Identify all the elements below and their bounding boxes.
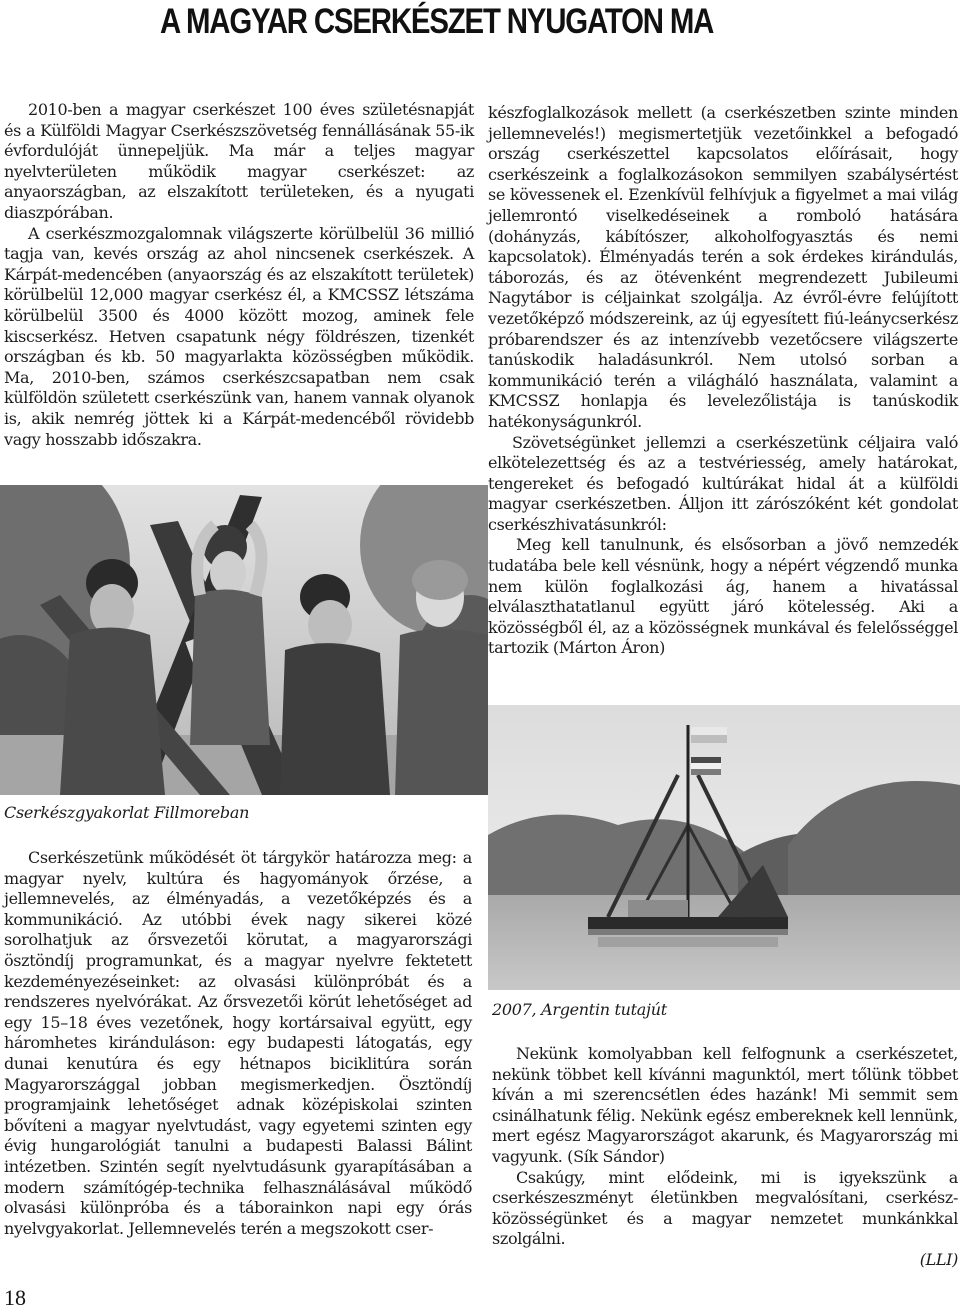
right-column-bottom (492, 1044, 958, 1271)
paragraph: Cserkészetünk működését öt tárgykör határozza meg: a magyar nyelv, kultúra és hagyományok őrzése, a jellemnevelés, az élményadás, a vezetőképzés és a kommunikáció. Az utóbbi évek nagy sikerei közé sorolhatjuk az őrsvezetői körutat, a magyarországi ösztöndíj programunkat, és a magyar nyelvre fektetett kezdeményezéseinket: az olvasási különpróbát és a rendszeres nyelvórákat. Az őrsvezetői körút lehetőséget ad egy 15–18 éves vezetőnek, hogy kortársaival együtt, egy háromhetes kiránduláson: egy budapesti látogatás, egy dunai kenutúra és egy hétnapos biciklitúra során Magyarországgal jobban megismerkedjen. Ösztöndíj programjaink lehetőséget adnak középiskolai szinten bővíteni a magyar nyelvtudást, vagy egyetemi szinten egy évig hungarológiát tanulni a budapesti Balassi Bálint intézetben. Szintén segít nyelvtudásunk gyarapításában a modern számítógép-technika felhasználásával működő olvasási különpróba és a táborainkon napi egy órás nyelvgyakorlat. Jellemnevelés terén a megszokott cser- (4, 848, 472, 1238)
paragraph: Szövetségünket jellemzi a cserkészetünk céljaira való elkötelezettség és az a testvériesség, amely határokat, tengereket és befogadó kultúrákat hidal át a külföldi magyar cserkészetben. Álljon itt zárószóként két gondolat cserkészhivatásunkról: (488, 432, 958, 534)
paragraph: 2010-ben a magyar cserkészet 100 éves születésnapját és a Külföldi Magyar Cserkészszövetség fennállásának 55-ik évfordulóját ünnepeljük. Ma már a teljes magyar nyelvterületen működik magyar cserkészet: az anyaországban, az elszakított területeken, és a nyugati diaszpórában. (4, 100, 474, 222)
paragraph: Meg kell tanulnunk, és elsősorban a jövő nemzedék tudatába bele kell vésnünk, hogy a népért végzendő munka nem külön foglalkozási ág, hanem a hivatással elválaszthatatlanul együtt járó kötelesség. Aki a közösségből él, az a közösségnek munkával és felelősséggel tartozik (Márton Áron) (488, 535, 958, 658)
scouts-photo (0, 485, 488, 795)
scouts-photo-caption: Cserkészgyakorlat Fillmoreban (4, 803, 250, 822)
page-number: 18 (4, 1285, 26, 1310)
raft-photo-caption: 2007, Argentin tutajút (492, 1000, 667, 1019)
paragraph: Csakúgy, mint elődeink, mi is igyekszünk a cserkészeszményt életünkben megvalósítani, cserkész-közösségünket és a magyar nemzetet munkánkkal szolgálni. (492, 1167, 958, 1249)
author-signature: (LLI) (919, 1249, 958, 1269)
left-column-bottom (4, 848, 472, 1239)
raft-photo (488, 705, 960, 990)
paragraph: Nekünk komolyabban kell felfognunk a cserkészetet, nekünk többet kell kívánni magunktól, mert tőlünk többet kíván a mi szerencsétlen édes hazánk! Mi semmit sem csinálhatunk félig. Nekünk egész embereknek kell lennünk, mert egész Magyarországot akarunk, és Magyarország mi vagyunk. (Sík Sándor) (492, 1044, 958, 1166)
right-column-top (488, 103, 958, 659)
paragraph: készfoglalkozások mellett (a cserkészetben szinte minden jellemnevelés!) megismertetjük vezetőinkkel a befogadó ország cserkészettel kapcsolatos előírásait, hogy cserkészeink a foglalkozásokon semmilyen szabálysértést se kövessenek el. Ezenkívül felhívjuk a figyelmet a mai világ jellemrontó viselkedéseinek a romboló hatására (dohányzás, kábítószer, alkoholfogyasztás és nemi kapcsolatok). Élményadás terén a sok érdekes kirándulás, táborozás, és az ötévenként megrendezett Jubileumi Nagytábor is céljainkat szolgálja. Az évről-évre felújított vezetőképző módszereink, az új egyesített fiú-leánycserkész próbarendszer és az intenzívebb vezetőcsere világszerte tanúskodik haladásunkról. Nem utolsó sorban a kommunikáció terén a világháló használata, valamint a KMCSSZ honlapja és levelezőlistája is tanúskodik hatékonyságunkról. (488, 103, 958, 431)
left-column-top (4, 100, 474, 450)
quote-marton-aron (488, 535, 958, 659)
article-title: A MAGYAR CSERKÉSZET NYUGATON MA (160, 2, 714, 41)
paragraph: A cserkészmozgalomnak világszerte körülbelül 36 millió tagja van, kevés ország az ahol nincsenek cserkészek. A Kárpát-medencében (anyaország és az elszakított területek) körülbelül 12,000 magyar cserkész él, a KMCSSZ létszáma körülbelül 3500 és 4000 között mozog, aminek fele kiscserkész. Hetven csapatunk négy földrészen, tizenkét országban és kb. 50 magyarlakta közösségben működik. Ma, 2010-ben, számos cserkészcsapatban nem csak külföldön született cserkészünk van, hanem vannak olyanok is, akik nemrég jöttek ki a Kárpát-medencéből rövidebb vagy hosszabb időszakra. (4, 223, 474, 449)
